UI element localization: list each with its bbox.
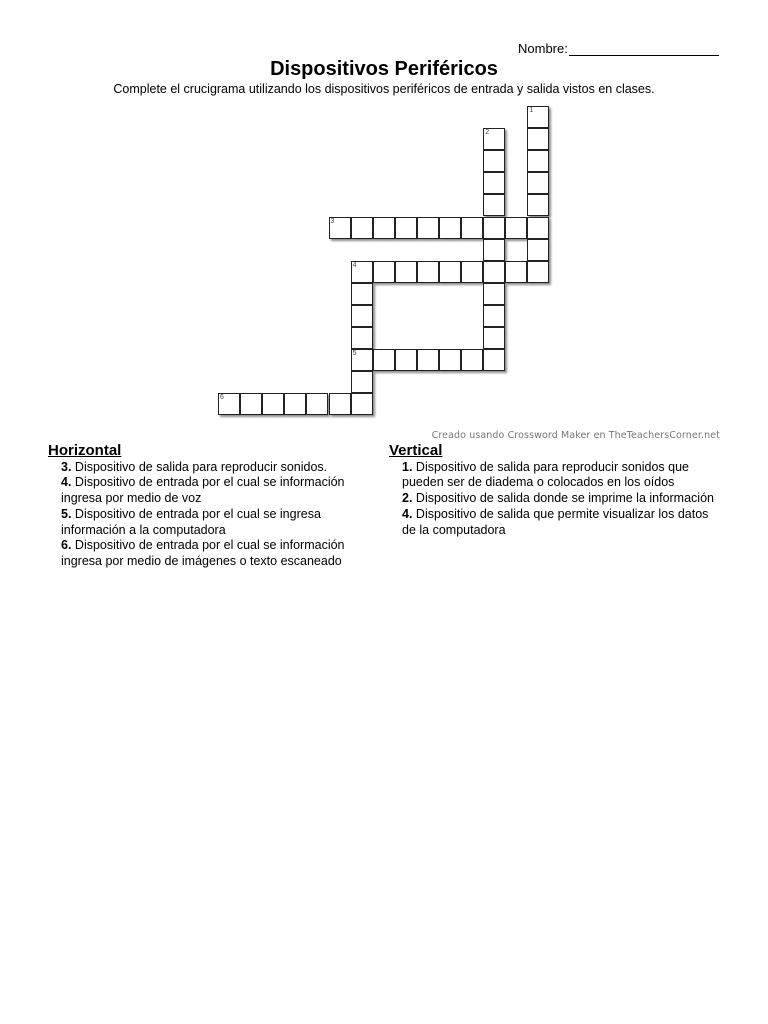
clue-item: 4. Dispositivo de entrada por el cual se información ingresa por medio de voz: [61, 475, 345, 506]
crossword-cell[interactable]: [373, 217, 395, 239]
crossword-cell[interactable]: [218, 393, 240, 415]
crossword-cell[interactable]: [240, 393, 262, 415]
crossword-cell[interactable]: [306, 393, 328, 415]
clue-item: 1. Dispositivo de salida para reproducir sonidos que pueden ser de diadema o colocados en los oídos: [402, 459, 689, 490]
cell-number: 3: [330, 217, 335, 225]
cell-number: 4: [352, 261, 357, 269]
cell-number: 2: [485, 129, 490, 137]
credit-text: Creado usando Crossword Maker en TheTeachersCorner.net: [431, 430, 720, 441]
crossword-cell[interactable]: [417, 349, 439, 371]
crossword-cell[interactable]: [483, 172, 505, 194]
name-label: Nombre:: [518, 41, 568, 56]
crossword-cell[interactable]: [373, 349, 395, 371]
crossword-cell[interactable]: [483, 150, 505, 172]
crossword-grid: [0, 0, 768, 440]
crossword-cell[interactable]: [351, 217, 373, 239]
crossword-cell[interactable]: [505, 261, 527, 283]
crossword-cell[interactable]: [483, 327, 505, 349]
page-title: Dispositivos Periféricos: [270, 58, 498, 80]
crossword-cell[interactable]: [483, 261, 505, 283]
horizontal-heading: Horizontal: [48, 442, 122, 459]
crossword-cell[interactable]: [527, 150, 549, 172]
crossword-cell[interactable]: [329, 393, 351, 415]
crossword-cell[interactable]: [527, 194, 549, 216]
crossword-cell[interactable]: [527, 172, 549, 194]
cell-number: 1: [529, 107, 534, 114]
vertical-clues: [389, 443, 719, 538]
crossword-cell[interactable]: [461, 349, 483, 371]
cell-number: 5: [352, 350, 357, 358]
clue-item: 6. Dispositivo de entrada por el cual se información ingresa por medio de imágenes o texto escaneado: [61, 538, 345, 568]
crossword-cell[interactable]: [351, 371, 373, 393]
crossword-cell[interactable]: [439, 217, 461, 239]
crossword-cell[interactable]: [351, 393, 373, 415]
clue-item: 4. Dispositivo de salida que permite visualizar los datos de la computadora: [402, 506, 709, 537]
vertical-heading: Vertical: [389, 442, 443, 459]
crossword-cell[interactable]: [351, 349, 373, 371]
crossword-cell[interactable]: [527, 128, 549, 150]
instructions: Complete el crucigrama utilizando los dispositivos periféricos de entrada y salida vistos en clases.: [113, 82, 655, 96]
crossword-cell[interactable]: [527, 217, 549, 239]
crossword-cell[interactable]: [439, 349, 461, 371]
crossword-cell[interactable]: [483, 239, 505, 261]
crossword-cell[interactable]: [395, 349, 417, 371]
crossword-cell[interactable]: [483, 283, 505, 305]
crossword-cell[interactable]: [351, 305, 373, 327]
crossword-cell[interactable]: [351, 327, 373, 349]
crossword-cell[interactable]: [527, 261, 549, 283]
crossword-cell[interactable]: [395, 261, 417, 283]
crossword-cell[interactable]: [483, 305, 505, 327]
crossword-cell[interactable]: [351, 283, 373, 305]
horizontal-clues: [48, 443, 378, 570]
crossword-cell[interactable]: [329, 217, 351, 239]
crossword-cell[interactable]: [483, 349, 505, 371]
crossword-cell[interactable]: [262, 393, 284, 415]
crossword-cell[interactable]: [395, 217, 417, 239]
clue-item: 3. Dispositivo de salida para reproducir sonidos.: [61, 459, 328, 474]
crossword-cell[interactable]: [483, 128, 505, 150]
crossword-cell[interactable]: [417, 261, 439, 283]
crossword-cell[interactable]: [417, 217, 439, 239]
crossword-cell[interactable]: [284, 393, 306, 415]
crossword-cell[interactable]: [351, 261, 373, 283]
crossword-cell[interactable]: [461, 261, 483, 283]
crossword-cell[interactable]: [527, 106, 549, 128]
crossword-cell[interactable]: [483, 194, 505, 216]
crossword-cell[interactable]: [373, 261, 395, 283]
clue-item: 2. Dispositivo de salida donde se imprime la información: [402, 491, 714, 506]
crossword-cell[interactable]: [483, 217, 505, 239]
clue-item: 5. Dispositivo de entrada por el cual se ingresa información a la computadora: [61, 506, 321, 537]
crossword-cell[interactable]: [461, 217, 483, 239]
crossword-cell[interactable]: [505, 217, 527, 239]
crossword-cell[interactable]: [527, 239, 549, 261]
crossword-cell[interactable]: [439, 261, 461, 283]
cell-number: 6: [220, 394, 224, 402]
